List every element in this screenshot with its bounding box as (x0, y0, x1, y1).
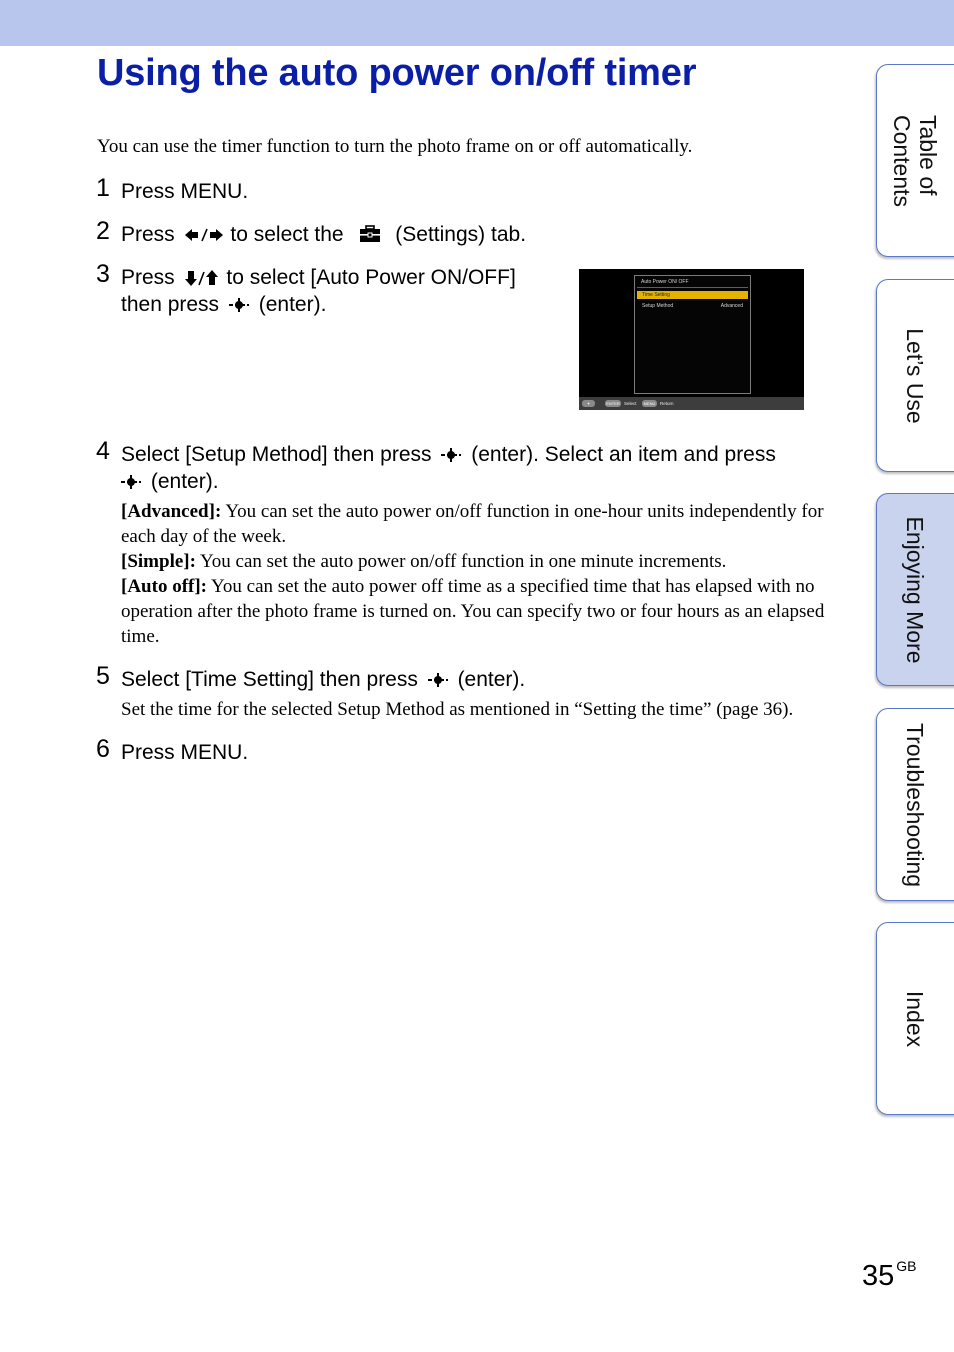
option-label: [Auto off]: (121, 576, 208, 597)
step-text: Press (121, 223, 175, 246)
menu-item-label: Setup Method (642, 303, 674, 309)
menu-item-label: Time Setting (642, 292, 670, 298)
option-text: You can set the auto power on/off function in one-hour units independently for each day of the week. (121, 501, 824, 547)
tab-label: Troubleshooting (902, 722, 928, 887)
tab-label: Let’s Use (902, 327, 928, 424)
select-label: Select (624, 401, 637, 406)
dpad-icon: ✦ (582, 400, 595, 407)
option-label: [Advanced]: (121, 501, 222, 522)
step-number: 2 (96, 217, 110, 245)
enter-icon (441, 448, 461, 462)
option-text: You can set the auto power off time as a specified time that has elapsed with no operation after the photo frame is turned on. You can specify two or four hours as an elapsed time. (121, 576, 825, 647)
page-suffix: GB (896, 1258, 917, 1274)
tab-troubleshooting[interactable] (876, 708, 954, 901)
left-right-arrow-icon (185, 228, 223, 242)
tab-lets-use[interactable] (876, 279, 954, 472)
step-text: Press (121, 266, 175, 289)
autooff-description (121, 574, 837, 649)
step-4-details (121, 499, 837, 649)
step-5-detail: Set the time for the selected Setup Method as mentioned in “Setting the time” (page 36). (121, 699, 794, 720)
step-text: (enter). (457, 668, 526, 691)
step-number: 4 (96, 437, 110, 465)
enter-button-icon: ENTER (606, 401, 620, 406)
menu-screenshot (579, 269, 804, 410)
step-text: Press MENU. (121, 180, 249, 203)
page-number-value: 35 (862, 1260, 895, 1292)
step-text: to select the (230, 223, 344, 246)
enter-icon (229, 298, 249, 312)
step-text: (enter). (150, 470, 219, 493)
menu-button-icon: MENU (643, 401, 656, 406)
enter-icon (428, 673, 448, 687)
step-text: Press MENU. (121, 741, 249, 764)
toolbox-icon (359, 225, 381, 243)
header-bar (0, 0, 954, 46)
menu-title: Auto Power ON/ OFF (641, 279, 689, 285)
tab-enjoying-more[interactable] (876, 493, 954, 686)
page-number (862, 1258, 917, 1293)
step-text: Select [Setup Method] then press (121, 443, 432, 466)
page-title: Using the auto power on/off timer (97, 52, 697, 94)
tab-index[interactable] (876, 922, 954, 1115)
tab-label: Table of Contents (889, 114, 941, 207)
step-number: 5 (96, 662, 110, 690)
step-text: Select [Time Setting] then press (121, 668, 418, 691)
tab-label: Enjoying More (902, 515, 928, 664)
return-label: Return (660, 401, 674, 406)
option-label: [Simple]: (121, 551, 196, 572)
tab-label: Index (902, 990, 928, 1047)
step-number: 6 (96, 735, 110, 763)
screen-footer (579, 397, 804, 410)
menu-item-value: Advanced (720, 303, 743, 309)
down-up-arrow-icon (185, 270, 219, 286)
divider (637, 287, 748, 288)
step-number: 3 (96, 260, 110, 288)
menu-item-setup-method (642, 303, 743, 309)
step-text: (enter). Select an item and press (471, 443, 776, 466)
step-text: to select [Auto Power ON/OFF] (226, 266, 516, 289)
option-text: You can set the auto power on/off function in one minute increments. (195, 551, 727, 572)
menu-item-time-setting (637, 291, 748, 299)
enter-icon (121, 475, 141, 489)
step-text: (enter). (258, 293, 327, 316)
tab-table-of-contents[interactable] (876, 64, 954, 257)
menu-panel (634, 275, 751, 394)
simple-description (121, 549, 837, 574)
intro-text: You can use the timer function to turn the photo frame on or off automatically. (97, 136, 693, 157)
step-text: (Settings) tab. (395, 223, 527, 246)
step-text: then press (121, 293, 220, 316)
advanced-description (121, 499, 837, 549)
step-number: 1 (96, 174, 110, 202)
